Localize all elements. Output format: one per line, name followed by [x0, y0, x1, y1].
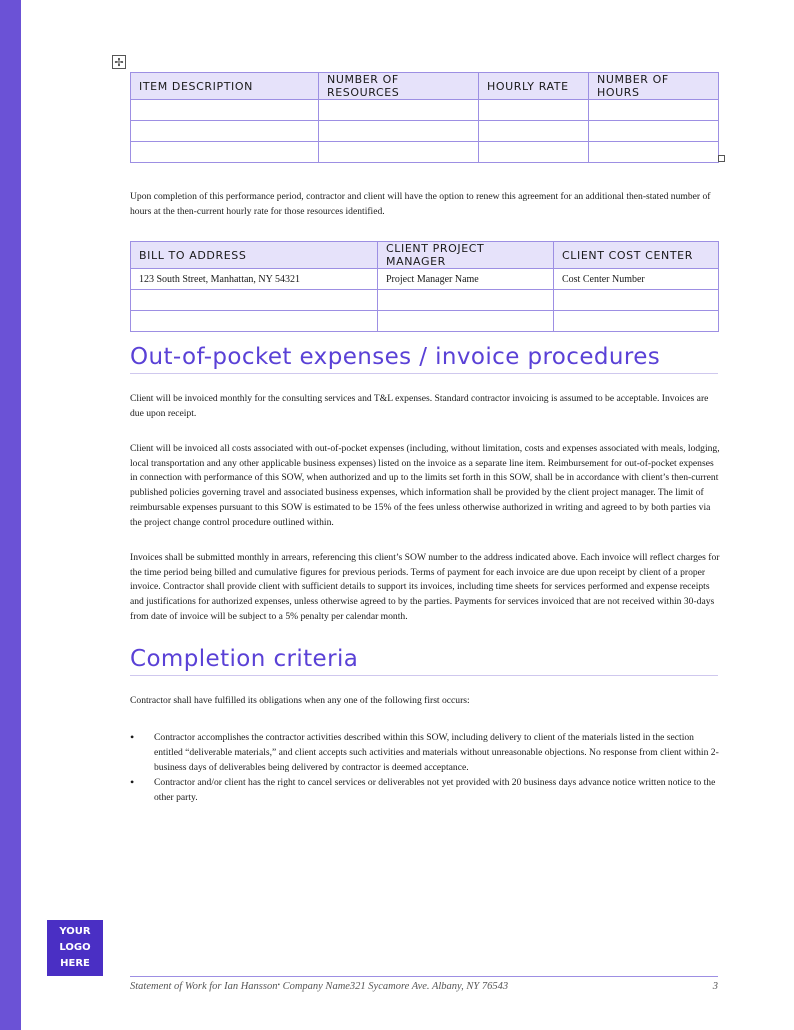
move-icon[interactable]: ✢ — [112, 55, 126, 69]
header-bill-to-address: BILL TO ADDRESS — [131, 242, 378, 269]
resources-table — [130, 72, 719, 163]
table-cell[interactable] — [554, 290, 719, 311]
table-header-row — [131, 73, 719, 100]
renewal-paragraph: Upon completion of this performance period, contractor and client will have the option to renew this agreement for an additional then-stated number of hours at the then-current hourly rate for those resources identified. — [130, 191, 711, 217]
completion-criteria-list — [130, 730, 720, 805]
list-item-text: Contractor accomplishes the contractor activities described within this SOW, including delivery to client of the materials listed in the section entitled “deliverable materials,” and client accepts such activities and materials without unreasonable objections. No response from client within 2-business days of deliverables being delivered by contractor is deemed acceptance. — [154, 732, 719, 773]
completion-intro: Contractor shall have fulfilled its obligations when any one of the following first occurs: — [130, 695, 470, 706]
page-footer — [130, 981, 718, 992]
table-row — [131, 311, 719, 332]
table-cell[interactable] — [319, 100, 479, 121]
table-cell[interactable] — [131, 290, 378, 311]
expenses-paragraph-3: Invoices shall be submitted monthly in arrears, referencing this client’s SOW number to the address indicated above. Each invoice will reflect charges for the time period being billed and cumulative figures for previous periods. Terms of payment for each invoice are due upon receipt by client of a proper invoice. Contractor shall provide client with sufficient details to support its invoices, including time sheets for services performed and expense receipts and justifications for authorized expenses, unless otherwise agreed to by the parties. Payments for services invoiced that are not received within 30-days from date of invoice will be subject to a 5% penalty per calendar month. — [130, 552, 720, 622]
header-number-of-resources: NUMBER OF RESOURCES — [319, 73, 479, 100]
list-item — [130, 775, 720, 805]
table-row — [131, 100, 719, 121]
footer-title: Statement of Work for Ian Hansson — [130, 981, 278, 992]
table-cell[interactable] — [589, 121, 719, 142]
expenses-paragraph-2: Client will be invoiced all costs associated with out-of-pocket expenses (including, without limitation, costs and expenses associated with meals, lodging, local transportation and any other applicable business expenses) listed on the invoice as a separate line item. Reimbursement for out-of-pocket expenses in connection with performance of this SOW, when authorized and up to the limits set forth in this SOW, shall be in accordance with client’s then-current published policies governing travel and associated business expenses, which information shall be provided by the client project manager. The limit of reimbursable expenses pursuant to this SOW is estimated to be 15% of the fees unless otherwise authorized in writing and agreed to by both parties via the project change control procedure outlined within. — [130, 443, 720, 528]
table-cell[interactable] — [554, 311, 719, 332]
table-cell[interactable] — [589, 142, 719, 163]
table-row — [131, 269, 719, 290]
table-cell[interactable] — [589, 100, 719, 121]
bullet-icon: • — [130, 775, 135, 789]
footer-text — [130, 981, 508, 992]
table-cell[interactable] — [131, 311, 378, 332]
table-cell[interactable] — [131, 100, 319, 121]
table-cell[interactable] — [319, 142, 479, 163]
table-cell[interactable] — [479, 142, 589, 163]
logo-line: LOGO — [59, 942, 91, 953]
header-item-description: ITEM DESCRIPTION — [131, 73, 319, 100]
table-cell[interactable] — [131, 121, 319, 142]
resize-handle-icon[interactable] — [718, 155, 725, 162]
bullet-icon: • — [130, 730, 135, 744]
expenses-paragraph-1: Client will be invoiced monthly for the consulting services and T&L expenses. Standard contractor invoicing is assumed to be acceptable. Invoices are due upon receipt. — [130, 393, 709, 419]
table-cell[interactable] — [378, 290, 554, 311]
cost-center-cell[interactable]: Cost Center Number — [554, 269, 719, 290]
table-row — [131, 121, 719, 142]
footer-separator: • — [277, 981, 280, 989]
header-number-of-hours: NUMBER OF HOURS — [589, 73, 719, 100]
expenses-heading: Out-of-pocket expenses / invoice procedures — [130, 343, 718, 374]
list-item — [130, 730, 720, 775]
billing-table — [130, 241, 719, 332]
table-cell[interactable] — [378, 311, 554, 332]
header-client-project-manager: CLIENT PROJECT MANAGER — [378, 242, 554, 269]
logo-placeholder — [47, 920, 103, 976]
list-item-text: Contractor and/or client has the right to cancel services or deliverables not yet provided with 20 business days advance notice written notice to the other party. — [154, 777, 716, 803]
table-cell[interactable] — [479, 121, 589, 142]
header-client-cost-center: CLIENT COST CENTER — [554, 242, 719, 269]
bill-to-address-cell[interactable]: 123 South Street, Manhattan, NY 54321 — [131, 269, 378, 290]
footer-divider — [130, 976, 718, 977]
project-manager-cell[interactable]: Project Manager Name — [378, 269, 554, 290]
completion-heading: Completion criteria — [130, 645, 718, 676]
table-cell[interactable] — [131, 142, 319, 163]
table-cell[interactable] — [479, 100, 589, 121]
table-header-row — [131, 242, 719, 269]
footer-company: Company Name321 Sycamore Ave. Albany, NY 76543 — [282, 981, 509, 992]
left-accent-bar — [0, 0, 21, 1030]
table-cell[interactable] — [319, 121, 479, 142]
page-number: 3 — [712, 981, 718, 992]
header-hourly-rate: HOURLY RATE — [479, 73, 589, 100]
table-row — [131, 290, 719, 311]
logo-line: YOUR — [59, 926, 91, 937]
logo-line: HERE — [60, 958, 90, 969]
table-row — [131, 142, 719, 163]
